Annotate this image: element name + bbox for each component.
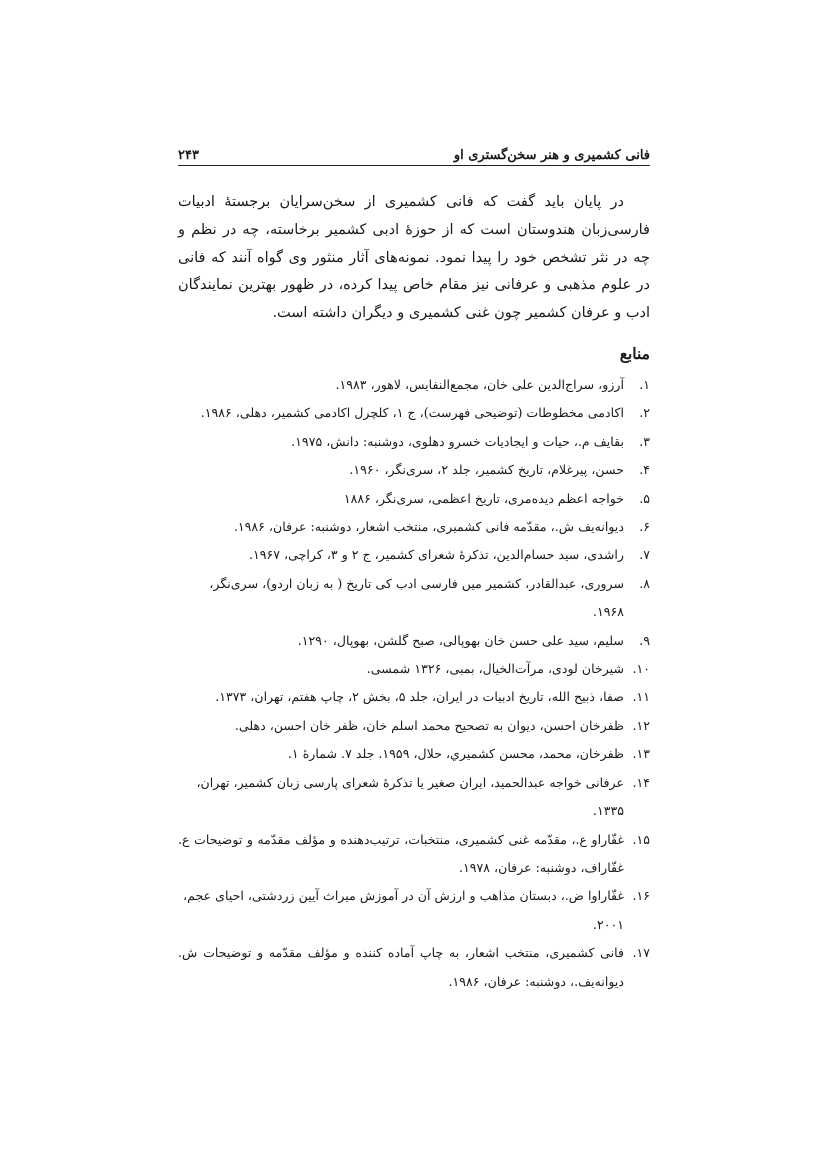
reference-number: ۱۶. <box>632 888 650 904</box>
reference-text: صفا، ذبیح الله، تاریخ ادبیات در ایران، جلد ۵، بخش ۲، چاپ هفتم، تهران، ۱۳۷۳. <box>215 689 624 705</box>
reference-item <box>178 769 650 826</box>
reference-number: ۱۳. <box>632 746 650 762</box>
reference-text: عرفانی خواجه عبدالحمید، ایران صغیر یا تذکرهٔ شعرای پارسی زبان کشمیر، تهران، ۱۳۳۵. <box>196 774 624 819</box>
reference-number: ۸. <box>639 575 650 591</box>
reference-number: ۱۷. <box>632 945 650 961</box>
reference-text: شیرخان لودی، مرآت‌الخیال، بمبی، ۱۳۲۶ شمسی. <box>366 661 624 677</box>
reference-item <box>178 513 650 541</box>
reference-item <box>178 712 650 740</box>
page-header <box>178 141 650 163</box>
reference-text: غفّاراو ع.، مقدّمه غنی کشمیری، منتخبات، ترتیب‌دهنده و مؤلف مقدّمه و توضیحات ع. غفّاراف، دوشنبه: عرفان، ۱۹۷۸. <box>178 831 624 875</box>
reference-item <box>178 826 650 883</box>
reference-item <box>178 570 650 627</box>
reference-number: ۴. <box>639 462 650 478</box>
reference-text: اکادمی مخطوطات (توضیحی فهرست)، ج ۱، کلچرل اکادمی کشمیر، دهلی، ۱۹۸۶. <box>200 405 624 421</box>
reference-number: ۳. <box>639 433 650 449</box>
reference-text: سلیم، سید علی حسن خان بهوپالی، صبح گلشن، بهوپال، ۱۲۹۰. <box>297 632 624 648</box>
reference-number: ۲. <box>639 405 650 421</box>
reference-item <box>178 627 650 655</box>
reference-number: ۱۲. <box>632 717 650 733</box>
reference-number: ۱۱. <box>632 689 650 705</box>
reference-number: ۱۴. <box>632 774 650 790</box>
reference-text: ظفرخان، محمد، محسن کشمیري، حلال، ۱۹۵۹. جلد ۷. شمارهٔ ۱. <box>287 746 624 762</box>
reference-item <box>178 882 650 939</box>
reference-number: ۱۵. <box>632 831 650 847</box>
reference-text: سروری، عبدالقادر، کشمیر میں فارسی ادب کی تاریخ ( به زبان اردو)، سری‌نگر، ۱۹۶۸. <box>209 575 624 620</box>
reference-number: ۵. <box>639 490 650 506</box>
reference-text: غفّاراوا ض.، دبستان مذاهب و ارزش آن در آموزش میراث آیین زردشتی، احیای عجم، ۲۰۰۱. <box>183 888 624 932</box>
reference-text: فانی کشمیری، منتخب اشعار، به چاپ آماده کننده و مؤلف مقدّمه و توضیحات ش. دیوانه‌یف.، دوشنبه: عرفان، ۱۹۸۶. <box>178 945 624 989</box>
reference-number: ۹. <box>639 632 650 648</box>
reference-number: ۶. <box>639 519 650 535</box>
reference-text: آرزو، سراج‌الدین علی خان، مجمع‌النفایس، لاهور، ۱۹۸۳. <box>335 377 624 392</box>
reference-text: دیوانه‌یف ش.، مقدّمه فانی کشمیری، منتخب اشعار، دوشنبه: عرفان، ۱۹۸۶. <box>233 519 624 535</box>
reference-item <box>178 399 650 427</box>
reference-item <box>178 485 650 513</box>
running-title: فانی کشمیری و هنر سخن‌گستری او <box>453 148 650 163</box>
reference-number: ۱. <box>639 377 650 392</box>
reference-text: حسن، پیرغلام، تاریخ کشمیر، جلد ۲، سری‌نگر، ۱۹۶۰. <box>349 462 624 478</box>
reference-item <box>178 456 650 484</box>
reference-text: خواجه اعظم دیده‌مری، تاریخ اعظمی، سری‌نگر، ۱۸۸۶ <box>343 490 624 506</box>
references-list <box>178 371 650 996</box>
references-heading: منابع <box>619 344 650 363</box>
reference-text: بقایف م.، حیات و ایجادیات خسرو دهلوی، دوشنبه: دانش، ۱۹۷۵. <box>291 433 624 449</box>
reference-item <box>178 683 650 711</box>
reference-text: راشدی، سید حسام‌الدین، تذکرهٔ شعرای کشمیر، ج ۲ و ۳، کراچی، ۱۹۶۷. <box>248 547 624 563</box>
reference-item <box>178 655 650 683</box>
reference-item <box>178 428 650 456</box>
conclusion-paragraph: در پایان باید گفت که فانی کشمیری از سخن‌سرایان برجستهٔ ادبیات فارسی‌زبان هندوستان است که از حوزهٔ ادبی کشمیر برخاسته، چه در نظم و چه در نثر تشخص خود را پیدا نمود. نمونه‌های آثار منثور وی گواه آنند که فانی در علوم مذهبی و عرفانی نیز مقام خاص پیدا کرده، در ظهور بهترین نمایندگان ادب و عرفان کشمیر چون غنی کشمیری و دیگران داشته است. <box>178 194 650 322</box>
reference-item <box>178 939 650 996</box>
reference-number: ۷. <box>639 547 650 563</box>
reference-item <box>178 371 650 399</box>
page-number: ۲۴۳ <box>178 148 199 163</box>
reference-item <box>178 740 650 768</box>
header-rule <box>178 165 650 166</box>
reference-number: ۱۰. <box>632 661 650 677</box>
reference-text: ظفرخان احسن، دیوان به تصحیح محمد اسلم خان، ظفر خان احسن، دهلی. <box>234 717 624 733</box>
reference-item <box>178 541 650 569</box>
